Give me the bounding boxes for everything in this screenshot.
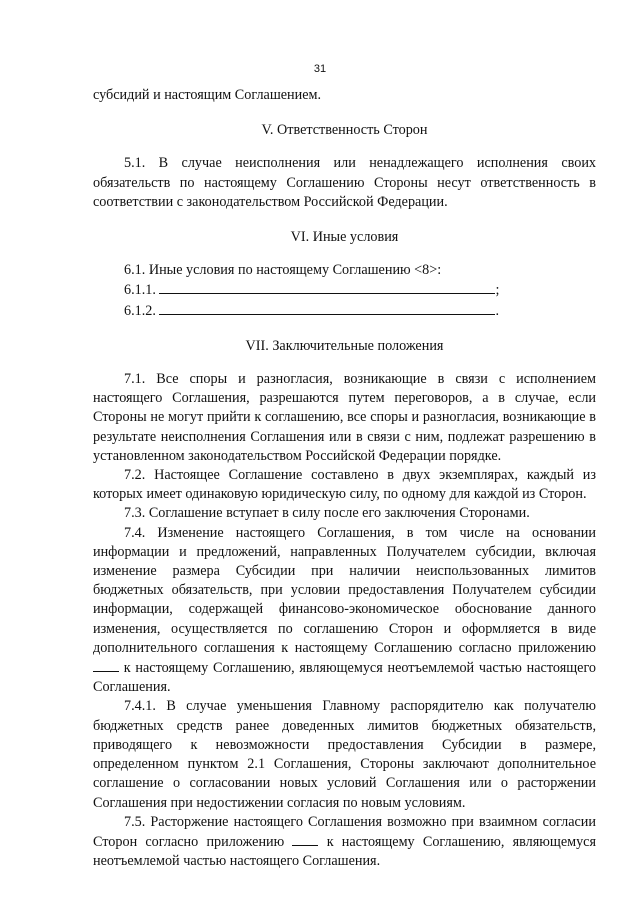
intro-tail-paragraph: субсидий и настоящим Соглашением. <box>93 87 322 103</box>
paragraph-6-1-1-end: ; <box>495 282 500 299</box>
paragraph-6-1: 6.1. Иные условия по настоящему Соглашению <8>: <box>124 262 442 279</box>
paragraph-7-4 <box>93 524 596 698</box>
paragraph-7-4-part-b: к настоящему Соглашению, являющемуся неотъемлемой частью настоящего Соглашения. <box>93 660 597 696</box>
paragraph-7-3: 7.3. Соглашение вступает в силу после его заключения Сторонами. <box>124 505 530 522</box>
blank-line-7-4-appendix <box>93 658 119 672</box>
paragraph-6-1-1-label: 6.1.1. <box>124 282 156 299</box>
paragraph-7-4-1: 7.4.1. В случае уменьшения Главному распорядителю как получателю бюджетных средств ранее доведенных лимитов бюджетных обязательств, приводящего к невозможности предоставления Субсидии в размере, определенном пунктом 2.1 Соглашения, Стороны заключают дополнительное соглашение о согласовании новых условий Соглашения или о расторжении Соглашения при недостижении согласия по новым условиям. <box>93 698 596 811</box>
blank-line-6-1-1 <box>159 280 495 294</box>
paragraph-7-5 <box>93 813 596 872</box>
section-6-heading: VI. Иные условия <box>290 229 399 246</box>
paragraph-7-4-part-a: 7.4. Изменение настоящего Соглашения, в том числе на основании информации и предложений, направленных Получателем субсидии, включая изменение размера Субсидии при наличии неиспользованных лимитов бюджетных обязательств, при условии предоставления Получателем субсидии информации, содержащей финансово-экономическое обоснование данного изменения, осуществляется по соглашению Сторон и оформляется в виде дополнительного соглашения к настоящему Соглашению согласно приложению <box>93 524 596 656</box>
paragraph-6-1-1 <box>93 280 596 300</box>
section-7-heading: VII. Заключительные положения <box>245 337 444 354</box>
paragraph-7-1: 7.1. Все споры и разногласия, возникающие в связи с исполнением настоящего Соглашения, разрешаются путем переговоров, а в случае, если Стороны не могут прийти к соглашению, все споры и разногласия, возникающие в результате неисполнения Соглашения или в связи с ним, подлежат разрешению в установленном законодательством Российской Федерации порядке. <box>93 371 596 464</box>
paragraph-6-1-2-label: 6.1.2. <box>124 302 156 319</box>
section-5-heading: V. Ответственность Сторон <box>261 122 428 139</box>
paragraph-7-2: 7.2. Настоящее Соглашение составлено в двух экземплярах, каждый из которых имеет одинаковую юридическую силу, по одному для каждой из Сторон. <box>93 467 596 503</box>
paragraph-7-5-part-b: к настоящему Соглашению, являющемуся неотъемлемой частью настоящего Соглашения. <box>93 833 597 870</box>
blank-line-7-5-appendix <box>292 832 318 846</box>
paragraph-7-5-part-a: 7.5. Расторжение настоящего Соглашения возможно при взаимном согласии Сторон согласно приложению <box>93 813 596 850</box>
paragraph-5-1: 5.1. В случае неисполнения или ненадлежащего исполнения своих обязательств по настоящему Соглашению Стороны несут ответственность в соответствии с законодательством Российской Федерации. <box>93 155 596 210</box>
paragraph-6-1-2 <box>93 301 596 321</box>
page-number: 31 <box>313 63 327 75</box>
document-body <box>93 86 596 871</box>
paragraph-6-1-2-end: . <box>495 302 500 319</box>
blank-line-6-1-2 <box>159 301 495 315</box>
